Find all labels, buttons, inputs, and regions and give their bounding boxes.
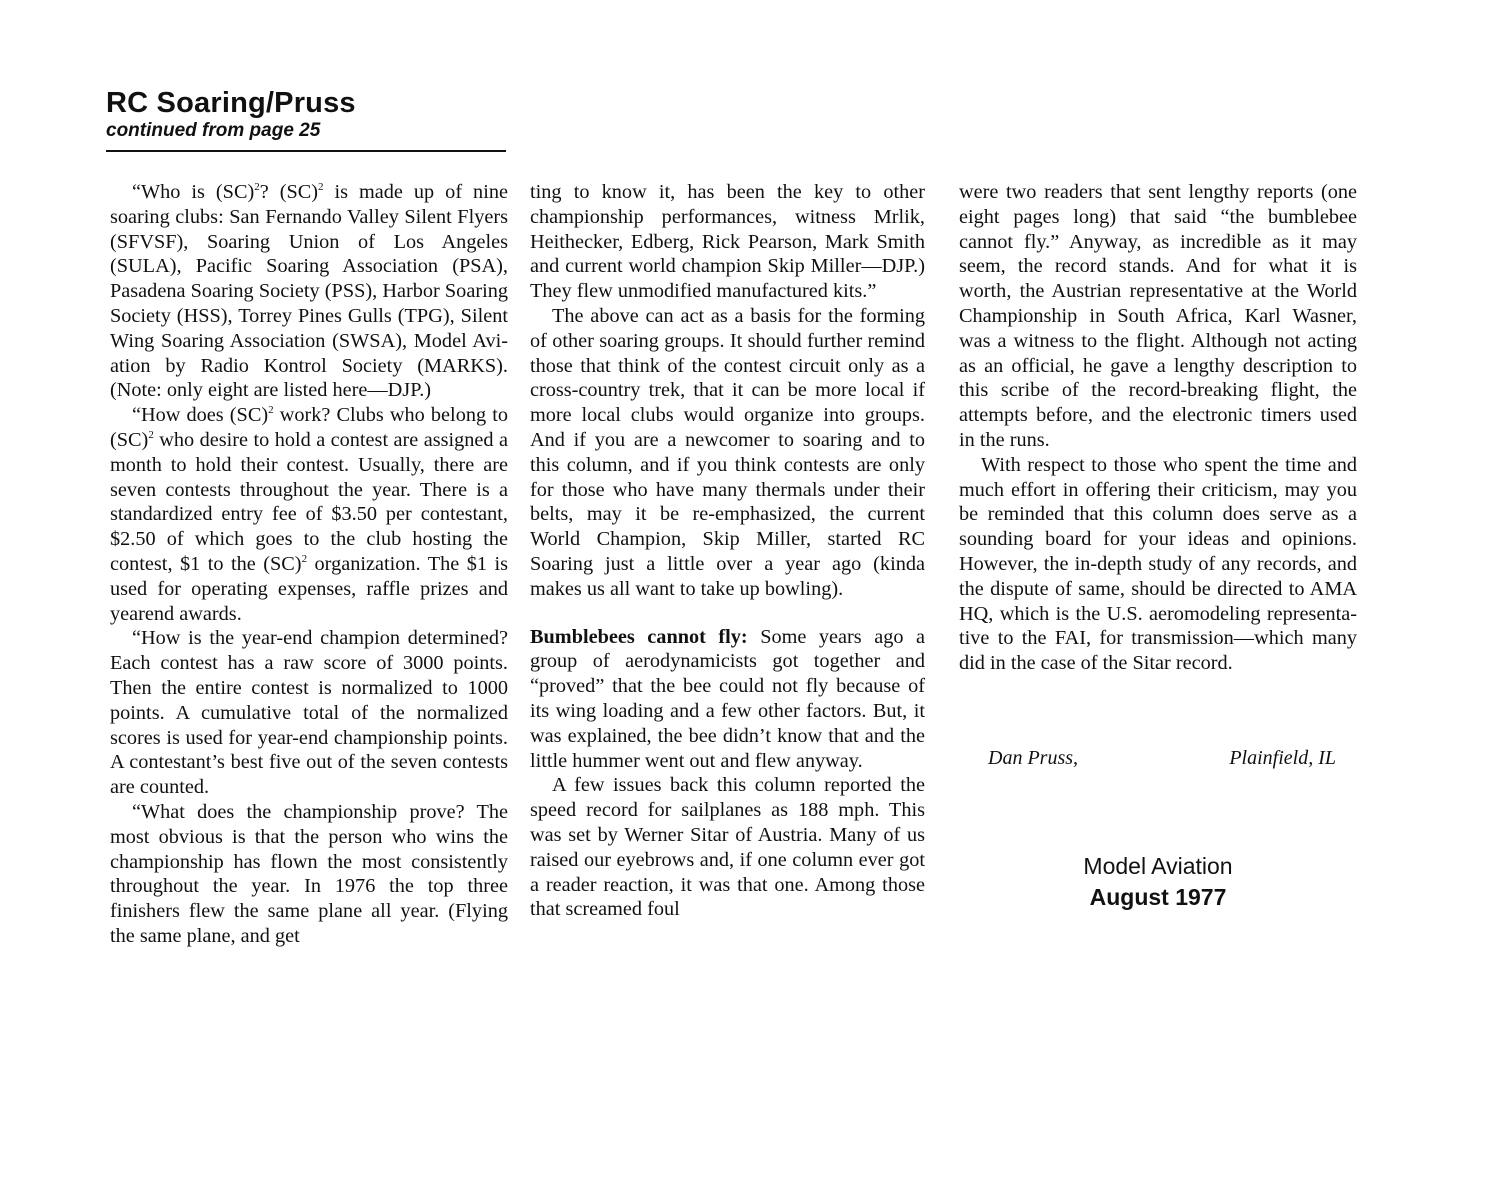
paragraph: A few issues back this column reported the speed record for sailplanes as 188 mph. This was set by Werner Sitar of Austria. Many of us raised our eyebrows and, if one column ever got a reader reaction, it was that one. Among those that screamed foul: [530, 774, 925, 921]
paragraph: were two readers that sent lengthy reports (one eight pages long) that said “the bumblebee cannot fly.” Anyway, as incredible as it may seem, the record stands. And for what it is worth, the Austrian representative at the World Championship in South Africa, Karl Wasner, was a witness to the flight. Although not acting as an official, he gave a lengthy description to this scribe of the record-breaking flight, the attempts before, and the electronic timers used in the runs.: [959, 181, 1357, 451]
text-run: Some years ago a group of aerodynamicists got together and “proved” that the bee could not fly because of its wing loading and a few other factors. But, it was explained, the bee didn’t know that and the little hummer went out and flew anyway.: [530, 625, 925, 772]
author-name: Dan Pruss,: [988, 747, 1079, 769]
text-run: ? (SC): [259, 181, 319, 203]
superscript: 2: [268, 404, 274, 417]
text-run: is made up of nine soaring clubs: San Fernando Valley Silent Flyers (SFVSF), Soaring Union of Los Angeles (SULA), Pacific Soaring Association (PSA), Pasadena Soaring Society (PSS), Harbor Soaring Society (HSS), Torrey Pines Gulls (TPG), Silent Wing Soaring Association (SWSA), Model Aviation by Radio Kontrol Society (MARKS). (Note: only eight are listed here—DJP.): [110, 181, 508, 402]
paragraph: ting to know it, has been the key to other championship performances, witness Mrlik, Heithecker, Edberg, Rick Pearson, Mark Smith and current world champion Skip Miller—DJP.) They flew unmodified manufactured kits.”: [530, 181, 925, 303]
text-run: work? Clubs who belong to (SC): [110, 404, 508, 451]
publication-name: Model Aviation: [1083, 853, 1233, 879]
continuation-note: continued from page 25: [106, 120, 321, 141]
text-run: “Who is (SC): [132, 181, 255, 203]
text-column-1: [110, 180, 508, 949]
author-location: Plainfield, IL: [1229, 747, 1336, 769]
text-column-2: [530, 180, 925, 922]
text-run: organization. The $1 is used for operating expenses, raffle prizes and yearend awards.: [110, 552, 508, 625]
superscript: 2: [254, 181, 260, 193]
paragraph: “What does the championship prove? The most obvious is that the person who wins the championship has flown the most consistently throughout the year. In 1976 the top three finishers flew the same plane all year. (Flying the same plane, and get: [110, 800, 508, 947]
superscript: 2: [301, 552, 308, 565]
paragraph: The above can act as a basis for the forming of other soaring groups. It should further remind those that think of the contest circuit only as a cross-country trek, that it can be more local if more local clubs would organize into groups. And if you are a newcomer to soaring and to this column, and if you think contests are only for those who have many thermals under their belts, may it be re-emphasized, the current World Champion, Skip Miller, started RC Soaring just a little over a year ago (kinda makes us all want to take up bowling).: [530, 304, 925, 600]
article-title: RC Soaring/Pruss: [106, 87, 356, 119]
text-run: “How does (SC): [132, 404, 269, 427]
paragraph: [530, 625, 925, 774]
paragraph: “How is the year-end champion determined? Each contest has a raw score of 3000 points. Then the entire contest is normalized to 1000 points. A cumulative total of the normalized scores is used for year-end championship points. A contestant’s best five out of the seven contests are counted.: [110, 627, 508, 799]
superscript: 2: [148, 428, 154, 441]
publication-date: August 1977: [1089, 884, 1227, 910]
section-runin-heading: Bumblebees cannot fly:: [530, 625, 748, 648]
header-rule: [106, 150, 506, 152]
paragraph: [110, 403, 508, 626]
paragraph: With respect to those who spent the time and much effort in offering their criticism, may you be reminded that this column does serve as a sounding board for your ideas and opinions. However, the in-depth study of any records, and the dispute of same, should be directed to AMA HQ, which is the U.S. aeromodeling representative to the FAI, for transmission—which many did in the case of the Sitar record.: [959, 453, 1357, 675]
publication-footer: [1008, 851, 1308, 913]
text-run: who desire to hold a contest are assigned a month to hold their contest. Usually, there are seven contests throughout the year. There is a standardized entry fee of $3.50 per contestant, $2.50 of which goes to the club hosting the contest, $1 to the (SC): [110, 428, 508, 575]
article-header: [106, 86, 506, 142]
text-column-3: [959, 180, 1357, 676]
paragraph: [110, 180, 508, 403]
superscript: 2: [318, 181, 324, 193]
